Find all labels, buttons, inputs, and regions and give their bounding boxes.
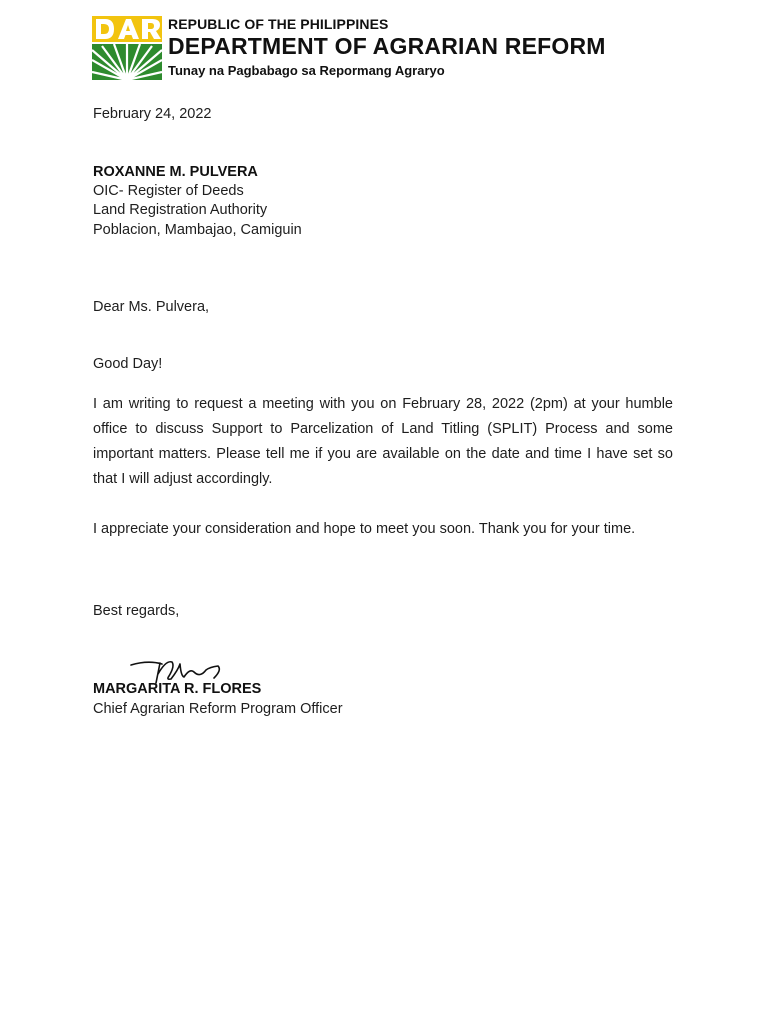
body-paragraph-1: I am writing to request a meeting with you on February 28, 2022 (2pm) at your humble office to discuss Support to Parcelization of Land Titling (SPLIT) Process and some important matters. Please tell me if you are available on the date and time I have set so that I will adjust accordingly. <box>93 396 673 487</box>
letterhead <box>92 14 652 86</box>
recipient-name: ROXANNE M. PULVERA <box>93 164 258 180</box>
sender-name: MARGARITA R. FLORES <box>93 681 262 697</box>
republic-heading: REPUBLIC OF THE PHILIPPINES <box>168 16 389 32</box>
recipient-title: OIC- Register of Deeds <box>93 183 244 199</box>
dar-logo <box>92 16 162 80</box>
sender-title: Chief Agrarian Reform Program Officer <box>93 701 343 717</box>
letter-date: February 24, 2022 <box>93 106 212 122</box>
department-heading: DEPARTMENT OF AGRARIAN REFORM <box>168 33 606 59</box>
body-paragraph-2: I appreciate your consideration and hope to meet you soon. Thank you for your time. <box>93 521 636 537</box>
recipient-address: Poblacion, Mambajao, Camiguin <box>93 222 302 238</box>
salutation: Dear Ms. Pulvera, <box>93 299 210 315</box>
greeting: Good Day! <box>93 356 163 372</box>
tagline: Tunay na Pagbabago sa Repormang Agraryo <box>168 63 445 78</box>
letterhead-text <box>168 14 606 81</box>
recipient-office: Land Registration Authority <box>93 202 268 218</box>
closing: Best regards, <box>93 603 180 619</box>
